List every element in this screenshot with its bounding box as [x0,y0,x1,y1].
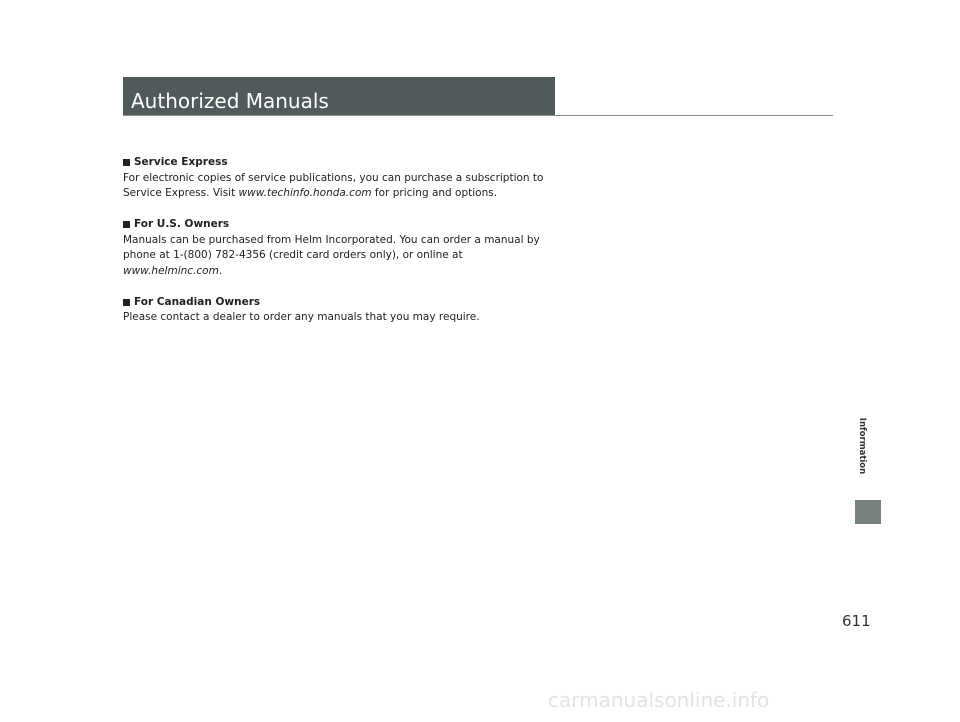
body-line [123,171,563,187]
square-bullet-icon [123,159,130,166]
title-rule [123,115,833,116]
heading-text: For Canadian Owners [134,295,261,308]
body-text: Please contact a dealer to order any manuals that you may require. [123,311,480,323]
section-heading [123,155,563,171]
body-text: Manuals can be purchased from Helm Incorporated. You can order a manual by [123,233,540,246]
main-content [123,155,563,341]
page-title: Authorized Manuals [131,89,329,113]
side-tab-marker[interactable] [855,500,881,524]
section-us-owners [123,217,563,279]
side-tab-label: Information [857,417,867,475]
body-text: phone at 1-(800) 782-4356 (credit card orders only), or online at [123,249,463,261]
body-line [123,186,563,202]
techinfo-link[interactable]: www.techinfo.honda.com [238,187,372,199]
body-line [123,264,563,280]
section-canadian-owners [123,295,563,326]
square-bullet-icon [123,221,130,228]
section-heading [123,217,563,233]
body-line [123,310,563,326]
watermark: carmanualsonline.info [548,688,770,712]
body-text: For electronic copies of service publications, you can purchase a subscription to [123,171,544,184]
square-bullet-icon [123,299,130,306]
body-text: . [218,264,223,277]
page-number: 611 [842,612,871,630]
body-line [123,248,563,264]
section-service-express [123,155,563,202]
body-text: Service Express. Visit [123,187,239,199]
section-heading [123,295,563,311]
heading-text: Service Express [134,156,228,168]
section-title-bar [123,77,555,115]
helminc-link[interactable]: www.helminc.com [123,264,219,277]
body-line [123,233,563,249]
heading-text: For U.S. Owners [134,218,230,230]
body-text: for pricing and options. [371,187,498,199]
